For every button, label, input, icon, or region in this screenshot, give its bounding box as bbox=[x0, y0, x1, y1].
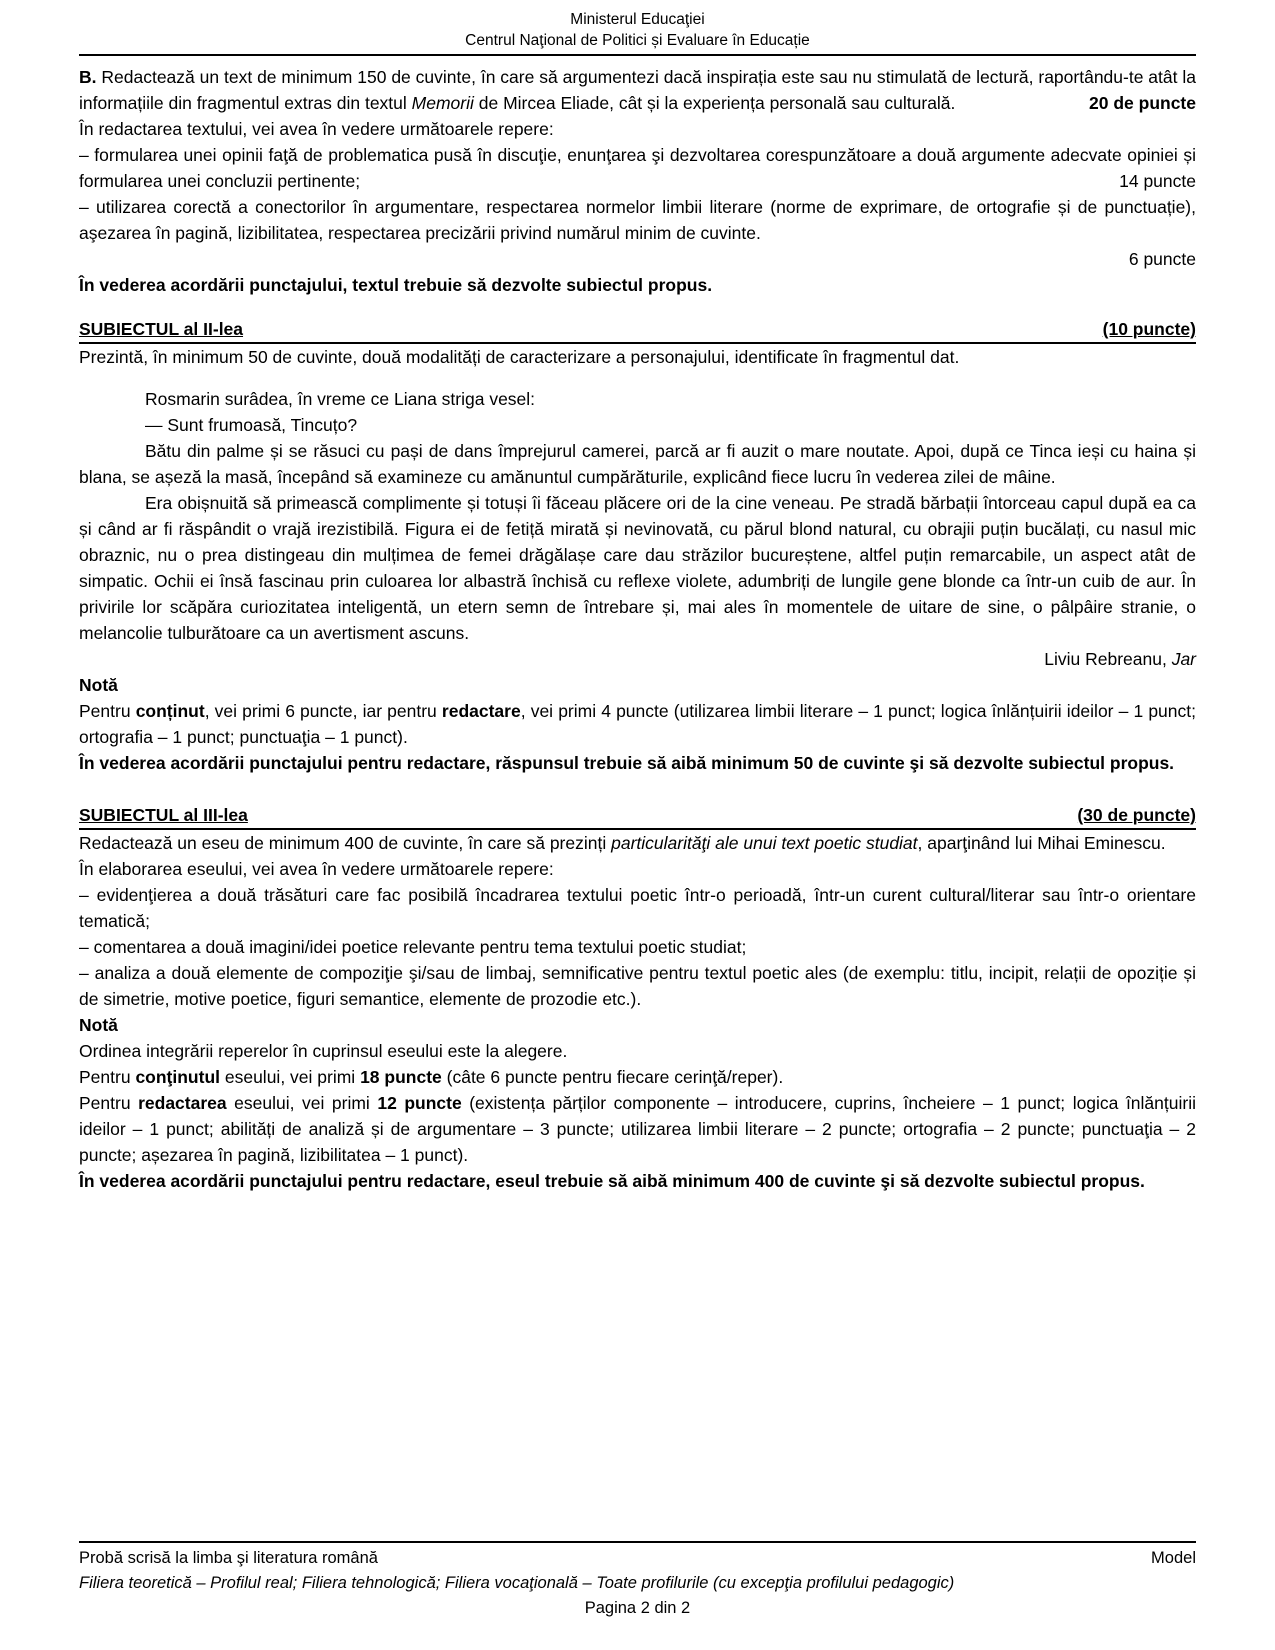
subject-3-note-line-1: Ordinea integrării reperelor în cuprinsul eseului este la alegere. bbox=[79, 1041, 568, 1061]
note-run: (existența părților componente – introducere, cuprins, încheiere – 1 punct; logica înlănțuirii ideilor – 1 punct; abilități de analiză și de argumentare – 3 puncte; utilizarea limbii literare – 2 puncte; ortografia – 2 puncte; punctuaţia – 2 puncte; așezarea în pagină, lizibilitatea – 1 punct). bbox=[79, 1093, 1196, 1165]
subject-2-task: Prezintă, în minimum 50 de cuvinte, două modalități de caracterizare a personajului, identificate în fragmentul dat. bbox=[79, 347, 960, 367]
page-footer bbox=[79, 1541, 1196, 1621]
work-title-memorii: Memorii bbox=[411, 93, 474, 113]
subject-2-bold-note: În vederea acordării punctajului pentru redactare, răspunsul trebuie să aibă minimum 50 de cuvinte şi să dezvolte subiectul propus. bbox=[79, 753, 1175, 773]
quote-line-2: — Sunt frumoasă, Tincuțo? bbox=[145, 415, 358, 435]
task-run: Redactează un eseu de minimum 400 de cuvinte, în care să prezinți bbox=[79, 833, 612, 853]
subject-3-note-line-2 bbox=[79, 1064, 1196, 1090]
subject-b-text-2: de Mircea Eliade, cât și la experiența personală sau culturală. bbox=[473, 93, 956, 113]
note-bold-run: 18 puncte bbox=[360, 1067, 442, 1087]
footer-exam-name: Probă scrisă la limba şi literatura română bbox=[79, 1549, 378, 1567]
note-run: (câte 6 puncte pentru fiecare cerinţă/reper). bbox=[441, 1067, 784, 1087]
literary-quote bbox=[79, 386, 1196, 646]
subject-3-note-label: Notă bbox=[79, 1015, 118, 1035]
subject-2-heading bbox=[79, 316, 1196, 344]
subject-b-label: B. bbox=[79, 67, 97, 87]
note-run: eseului, vei primi bbox=[220, 1067, 361, 1087]
subject-3-note-line-3 bbox=[79, 1090, 1196, 1168]
note-bold-run: redactarea bbox=[138, 1093, 227, 1113]
footer-filiera-line: Filiera teoretică – Profilul real; Filiera tehnologică; Filiera vocaţională – Toate profilurile (cu excepţia profilului pedagogic) bbox=[79, 1574, 955, 1592]
exam-page bbox=[79, 0, 1196, 1194]
task-italic-run: particularităţi ale unui text poetic studiat bbox=[611, 833, 918, 853]
subject-3-bullet-1: – evidenţierea a două trăsături care fac posibilă încadrarea textului poetic într-o perioadă, într-un curent cultural/literar sau într-o orientare tematică; bbox=[79, 885, 1196, 931]
quote-paragraph-3: Bătu din palme și se răsuci cu pași de dans împrejurul camerei, parcă ar fi auzit o mare noutate. Apoi, după ce Tinca ieși cu haina și blana, se așeză la masă, începând să examineze cu amănuntul cumpărăturile, explicând fiece lucru în vederea zilei de mâine. bbox=[79, 441, 1196, 487]
subject-3-points: (30 de puncte) bbox=[1077, 805, 1196, 825]
quote-line-1: Rosmarin surâdea, în vreme ce Liana striga vesel: bbox=[145, 389, 536, 409]
guideline-1-points: 14 puncte bbox=[1119, 171, 1196, 191]
footer-page-number: Pagina 2 din 2 bbox=[584, 1599, 691, 1617]
task-run: , aparţinând lui Mihai Eminescu. bbox=[917, 833, 1166, 853]
subject-b-guideline-1 bbox=[79, 142, 1196, 194]
subject-3-bullet-3: – analiza a două elemente de compoziţie şi/sau de limbaj, semnificative pentru textul poetic ales (de exemplu: titlu, incipit, relații de opoziție și de simetrie, motive poetice, figuri semantice, elemente de prozodie etc.). bbox=[79, 963, 1196, 1009]
issuing-center-name: Centrul Naţional de Politici și Evaluare în Educație bbox=[465, 32, 810, 49]
footer-row bbox=[79, 1543, 1196, 1571]
quote-paragraph-4: Era obișnuită să primească complimente și totuși îi făceau plăcere ori de la cine veneau. Pe stradă bărbații întorceau capul după ea ca și când ar fi răspândit o vrajă irezistibilă. Figura ei de fetiță mirată și nevinovată, cu părul blond natural, cu obrajii puțin bucălați, cu nasul mic obraznic, nu o prea distingeau din mulțimea de femei drăgălașe care dau străzilor bucureștene, altfel puțin remarcabile, un aspect atât de simpatic. Ochii ei însă fascinau prin culoarea lor albastră închisă cu reflexe violete, adumbriți de lungile gene blonde ca într-un cuib de aur. În privirile lor scăpăra curiozitatea inteligentă, un etern semn de întrebare și, mai ales în momentele de uitare de sine, o pâlpâire stranie, o melancolie tulburătoare ca un avertisment ascuns. bbox=[79, 493, 1196, 643]
subject-b-text-1: Redactează un text de minimum 150 de cuvinte, în care să argumentezi dacă inspirația este sau nu stimulată de lectură, raportându-te atât la informațiile din fragmentul extras din textul bbox=[79, 67, 1196, 113]
note-run: Pentru bbox=[79, 1093, 139, 1113]
note-bold-run: conţinutul bbox=[135, 1067, 220, 1087]
note-run: , vei primi 6 puncte, iar pentru bbox=[204, 701, 442, 721]
note-run: eseului, vei primi bbox=[226, 1093, 378, 1113]
note-run: Pentru bbox=[79, 701, 136, 721]
ministry-name: Ministerul Educaţiei bbox=[570, 11, 705, 28]
document-header bbox=[79, 0, 1196, 56]
subject-b-bold-note: În vederea acordării punctajului, textul trebuie să dezvolte subiectul propus. bbox=[79, 275, 713, 295]
subject-b-points: 20 de puncte bbox=[1089, 93, 1196, 113]
note-run: , vei primi 4 puncte (utilizarea limbii literare – 1 punct; logica înlănțuirii ideilor – 1 punct; ortografia – 1 punct; punctuaţia – 1 punct). bbox=[79, 701, 1196, 747]
note-bold-run: redactare bbox=[441, 701, 521, 721]
quote-attribution bbox=[79, 646, 1196, 672]
note-bold-run: conținut bbox=[135, 701, 205, 721]
subject-2-note-label: Notă bbox=[79, 675, 118, 695]
subject-b-guidelines-intro: În redactarea textului, vei avea în vedere următoarele repere: bbox=[79, 119, 554, 139]
subject-b-paragraph bbox=[79, 64, 1196, 116]
subject-3-guidelines-intro: În elaborarea eseului, vei avea în vedere următoarele repere: bbox=[79, 859, 554, 879]
subject-3-task bbox=[79, 830, 1196, 856]
subject-3-bullet-2: – comentarea a două imagini/idei poetice relevante pentru tema textului poetic studiat; bbox=[79, 937, 747, 957]
subject-2-points: (10 puncte) bbox=[1102, 319, 1196, 339]
guideline-1-text: – formularea unei opinii faţă de problematica pusă în discuţie, enunţarea şi dezvoltarea corespunzătoare a două argumente adecvate opiniei și formularea unei concluzii pertinente; bbox=[79, 145, 1196, 191]
subject-3-bold-note: În vederea acordării punctajului pentru redactare, eseul trebuie să aibă minimum 400 de cuvinte şi să dezvolte subiectul propus. bbox=[79, 1171, 1145, 1191]
note-bold-run: 12 puncte bbox=[377, 1093, 462, 1113]
subject-b-task bbox=[79, 64, 1196, 116]
note-run: Pentru bbox=[79, 1067, 136, 1087]
subject-3-heading bbox=[79, 802, 1196, 830]
quote-work-title: Jar bbox=[1171, 649, 1196, 669]
footer-model-label: Model bbox=[1151, 1549, 1196, 1567]
subject-3-title: SUBIECTUL al III-lea bbox=[79, 805, 248, 825]
subject-b-guideline-2: – utilizarea corectă a conectorilor în argumentare, respectarea normelor limbii literare (norme de exprimare, de ortografie și de punctuație), aşezarea în pagină, lizibilitatea, respectarea precizării privind numărul minim de cuvinte. bbox=[79, 197, 1196, 243]
quote-author: Liviu Rebreanu, bbox=[1044, 649, 1172, 669]
guideline-2-points: 6 puncte bbox=[1128, 249, 1196, 269]
subject-2-note-text bbox=[79, 698, 1196, 750]
subject-2-title: SUBIECTUL al II-lea bbox=[79, 319, 244, 339]
